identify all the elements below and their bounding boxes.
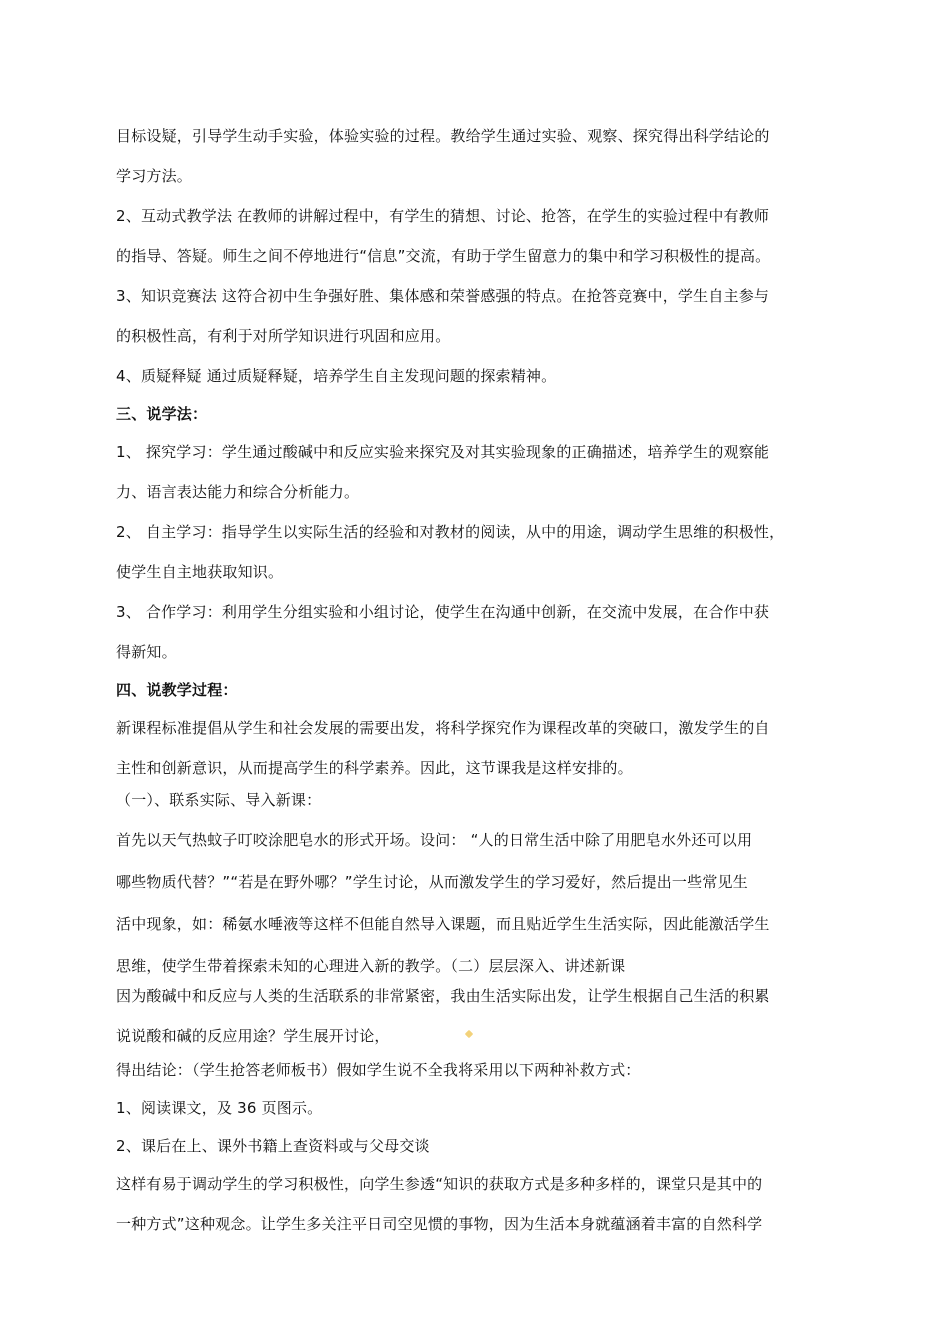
text-line: 活中现象，如：稀氨水唾液等这样不但能自然导入课题，而且贴近学生生活实际，因此能激活学生 [116,915,770,933]
text-line: 首先以天气热蚊子叮咬涂肥皂水的形式开场。设问： “人的日常生活中除了用肥皂水外还可以用 [116,831,753,849]
text-line: 1、阅读课文，及 36 页图示。 [116,1099,323,1117]
text-line: 3、 合作学习：利用学生分组实验和小组讨论，使学生在沟通中创新，在交流中发展，在合作中获 [116,603,770,621]
text-line: 得新知。 [116,643,177,661]
section-heading: 四、说教学过程： [116,681,238,699]
text-line: 说说酸和碱的反应用途？学生展开讨论， [116,1027,390,1045]
text-line: 主性和创新意识，从而提高学生的科学素养。因此，这节课我是这样安排的。 [116,759,633,777]
text-line: 1、 探究学习：学生通过酸碱中和反应实验来探究及对其实验现象的正确描述，培养学生的观察能 [116,443,770,461]
text-line: 3、知识竞赛法 这符合初中生争强好胜、集体感和荣誉感强的特点。在抢答竞赛中，学生自主参与 [116,287,770,305]
text-line: 哪些物质代替？”“若是在野外哪？”学生讨论，从而激发学生的学习爱好，然后提出一些常见生 [116,873,748,891]
text-line: 4、质疑释疑 通过质疑释疑，培养学生自主发现问题的探索精神。 [116,367,557,385]
text-line: 目标设疑，引导学生动手实验，体验实验的过程。教给学生通过实验、观察、探究得出科学结论的 [116,127,770,145]
text-line: 力、语言表达能力和综合分析能力。 [116,483,360,501]
yellow-mark [465,1030,473,1038]
text-line: 这样有易于调动学生的学习积极性，向学生参透“知识的获取方式是多种多样的，课堂只是其中的 [116,1175,763,1193]
text-line: 的指导、答疑。师生之间不停地进行“信息”交流，有助于学生留意力的集中和学习积极性的提高。 [116,247,771,265]
text-line: 2、课后在上、课外书籍上查资料或与父母交谈 [116,1137,430,1155]
text-line: 2、 自主学习：指导学生以实际生活的经验和对教材的阅读，从中的用途，调动学生思维的积极性， [116,523,785,541]
text-line: 学习方法。 [116,167,193,185]
subsection-heading: （一）、联系实际、导入新课： [116,791,322,809]
section-heading: 三、说学法： [116,405,208,423]
text-line: 的积极性高，有利于对所学知识进行巩固和应用。 [116,327,451,345]
text-line: 使学生自主地获取知识。 [116,563,284,581]
text-line: 新课程标准提倡从学生和社会发展的需要出发，将科学探究作为课程改革的突破口，激发学生的自 [116,719,770,737]
text-line: 2、互动式教学法 在教师的讲解过程中，有学生的猜想、讨论、抢答，在学生的实验过程中有教师 [116,207,770,225]
text-line: 得出结论：（学生抢答老师板书）假如学生说不全我将采用以下两种补救方式： [116,1061,641,1079]
text-line: 一种方式”这种观念。让学生多关注平日司空见惯的事物，因为生活本身就蕴涵着丰富的自然科学 [116,1215,763,1233]
text-line: 思维，使学生带着探索未知的心理进入新的教学。（二）层层深入、讲述新课 [116,957,626,975]
text-line: 因为酸碱中和反应与人类的生活联系的非常紧密，我由生活实际出发，让学生根据自己生活的积累 [116,987,770,1005]
